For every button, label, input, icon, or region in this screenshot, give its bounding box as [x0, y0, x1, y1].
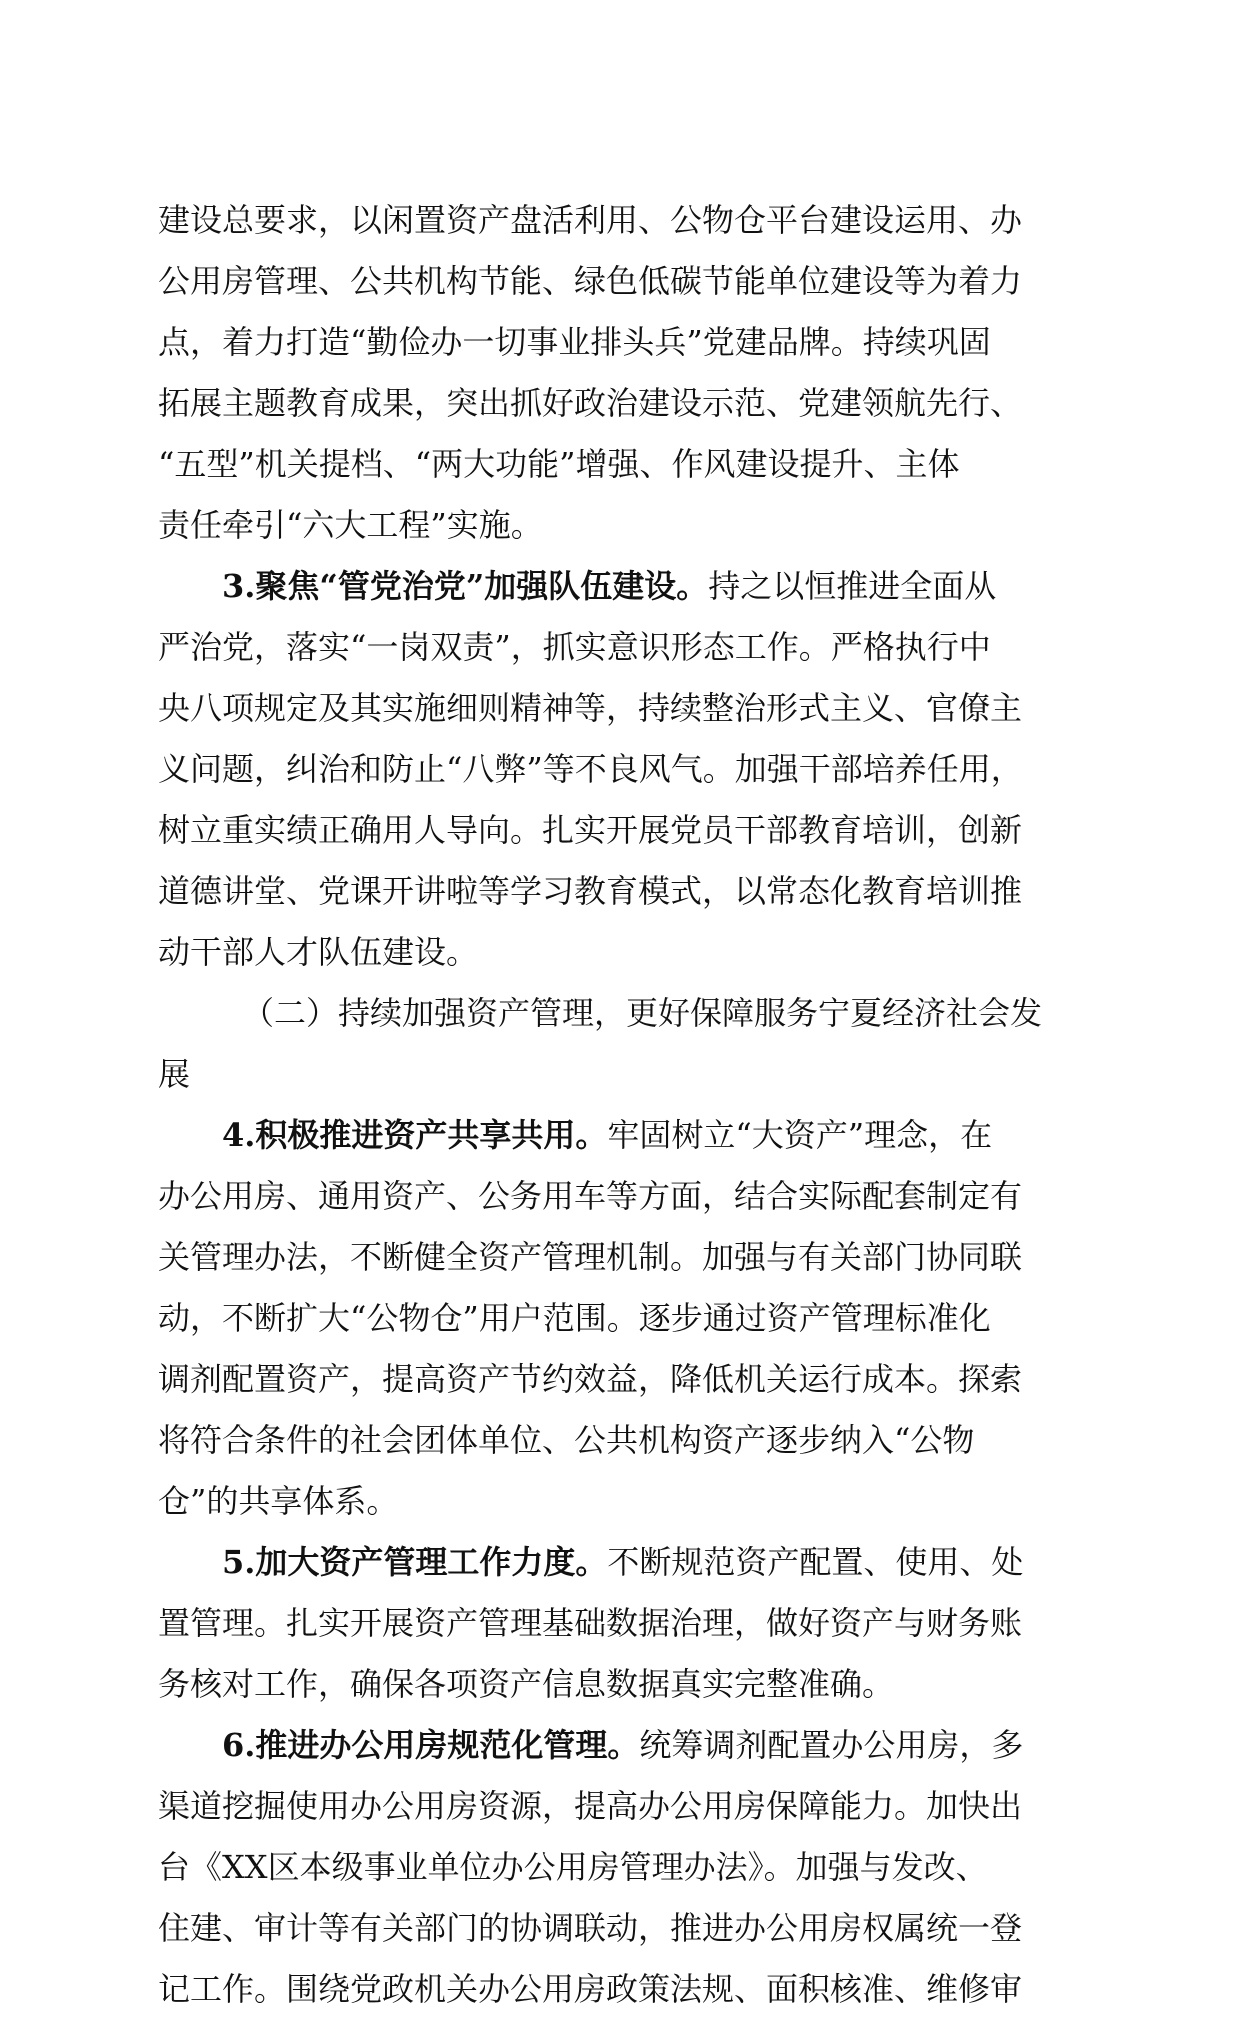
text-line: 动，不断扩大“公物仓”用户范围。逐步通过资产管理标准化 [158, 1299, 991, 1337]
text-line: 关管理办法，不断健全资产管理机制。加强与有关部门协同联 [158, 1238, 1023, 1276]
section-heading-line: 展 [158, 1055, 191, 1093]
paragraph-asset-sharing [158, 1105, 1080, 1532]
text-line: 置管理。扎实开展资产管理基础数据治理，做好资产与财务账 [158, 1604, 1023, 1642]
paragraph-party-brand [158, 190, 1080, 556]
paragraph-asset-work [158, 1532, 1080, 1715]
text-line: 务核对工作，确保各项资产信息数据真实完整准确。 [158, 1665, 895, 1703]
item-heading: 3.聚焦“管党治党”加强队伍建设。 [222, 567, 709, 605]
text-line: 台《XX区本级事业单位办公用房管理办法》。加强与发改、 [158, 1848, 988, 1886]
text-line: 住建、审计等有关部门的协调联动，推进办公用房权属统一登 [158, 1909, 1023, 1947]
text-line: 树立重实绩正确用人导向。扎实开展党员干部教育培训，创新 [158, 811, 1023, 849]
text-line: 仓”的共享体系。 [158, 1482, 399, 1520]
text-line [158, 1715, 1080, 1776]
item-heading: 4.积极推进资产共享共用。 [222, 1116, 608, 1154]
item-heading: 6.推进办公用房规范化管理。 [222, 1726, 640, 1764]
text-line: 义问题，纠治和防止“八弊”等不良风气。加强干部培养任用， [158, 750, 1023, 788]
text-line: “五型”机关提档、“两大功能”增强、作风建设提升、主体 [158, 445, 960, 483]
text-line [158, 556, 1080, 617]
section-heading-line: （二）持续加强资产管理，更好保障服务宁夏经济社会发 [242, 994, 1043, 1032]
text-line: 记工作。围绕党政机关办公用房政策法规、面积核准、维修审 [158, 1970, 1023, 2008]
text-line: 建设总要求，以闲置资产盘活利用、公物仓平台建设运用、办 [158, 201, 1023, 239]
text-line: 点，着力打造“勤俭办一切事业排头兵”党建品牌。持续巩固 [158, 323, 991, 361]
text-line: 央八项规定及其实施细则精神等，持续整治形式主义、官僚主 [158, 689, 1023, 727]
text-run: 牢固树立“大资产”理念，在 [607, 1116, 993, 1154]
text-line [158, 1105, 1080, 1166]
document-body [158, 190, 1080, 2020]
text-line: 道德讲堂、党课开讲啦等学习教育模式，以常态化教育培训推 [158, 872, 1023, 910]
text-line [158, 1532, 1080, 1593]
text-line: 调剂配置资产，提高资产节约效益，降低机关运行成本。探索 [158, 1360, 1023, 1398]
text-line: 办公用房、通用资产、公务用车等方面，结合实际配套制定有 [158, 1177, 1023, 1215]
paragraph-team-building [158, 556, 1080, 983]
text-run: 持之以恒推进全面从 [708, 567, 997, 605]
text-line: 责任牵引“六大工程”实施。 [158, 506, 543, 544]
text-line: 公用房管理、公共机构节能、绿色低碳节能单位建设等为着力 [158, 262, 1023, 300]
item-heading: 5.加大资产管理工作力度。 [222, 1543, 608, 1581]
paragraph-office-housing [158, 1715, 1080, 2020]
text-line: 将符合条件的社会团体单位、公共机构资产逐步纳入“公物 [158, 1421, 975, 1459]
text-run: 不断规范资产配置、使用、处 [607, 1543, 1024, 1581]
text-line: 渠道挖掘使用办公用房资源，提高办公用房保障能力。加快出 [158, 1787, 1023, 1825]
text-line: 拓展主题教育成果，突出抓好政治建设示范、党建领航先行、 [158, 384, 1023, 422]
text-line: 严治党，落实“一岗双责”，抓实意识形态工作。严格执行中 [158, 628, 991, 666]
section-heading-asset-management [158, 983, 1080, 1105]
text-line: 动干部人才队伍建设。 [158, 933, 479, 971]
text-run: 统筹调剂配置办公用房，多 [639, 1726, 1024, 1764]
